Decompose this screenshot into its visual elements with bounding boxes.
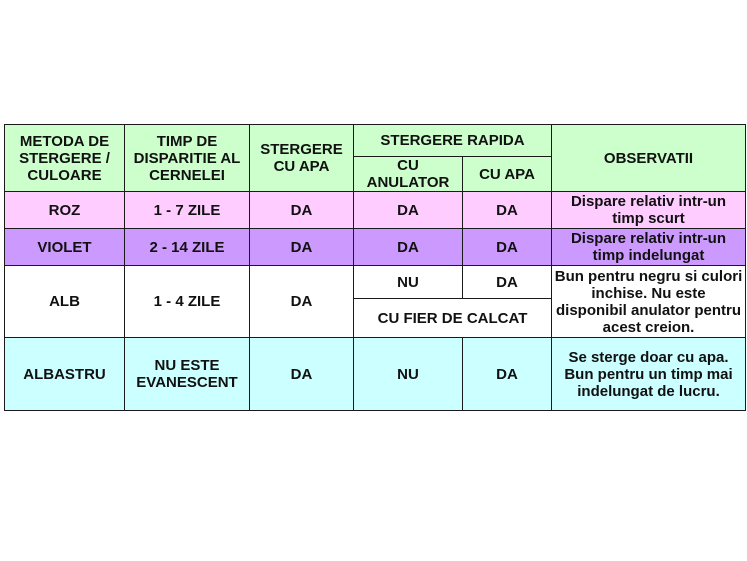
cell-stergere-apa: DA [250, 338, 354, 411]
table-row-alb [5, 266, 746, 299]
header-observatii: OBSERVATII [552, 125, 746, 192]
cell-observatii: Dispare relativ intr-un timp scurt [552, 192, 746, 229]
cell-culoare: ALBASTRU [5, 338, 125, 411]
table-row-roz [5, 192, 746, 229]
header-row-1 [5, 125, 746, 157]
header-metoda: METODA DE STERGERE / CULOARE [5, 125, 125, 192]
cell-observatii: Dispare relativ intr-un timp indelungat [552, 229, 746, 266]
cell-culoare: ALB [5, 266, 125, 338]
header-stergere-rapida: STERGERE RAPIDA [354, 125, 552, 157]
cell-timp: 1 - 7 ZILE [125, 192, 250, 229]
table-row-albastru [5, 338, 746, 411]
cell-anulator: NU [354, 266, 463, 299]
cell-apa: DA [463, 229, 552, 266]
cell-apa: DA [463, 266, 552, 299]
cell-observatii: Bun pentru negru si culori inchise. Nu este disponibil anulator pentru acest creion. [552, 266, 746, 338]
cell-culoare: VIOLET [5, 229, 125, 266]
cell-timp: 2 - 14 ZILE [125, 229, 250, 266]
cell-stergere-apa: DA [250, 266, 354, 338]
header-cu-apa: CU APA [463, 157, 552, 192]
cell-timp: 1 - 4 ZILE [125, 266, 250, 338]
ink-erasure-table [4, 124, 746, 411]
cell-observatii: Se sterge doar cu apa. Bun pentru un timp mai indelungat de lucru. [552, 338, 746, 411]
cell-culoare: ROZ [5, 192, 125, 229]
cell-stergere-apa: DA [250, 192, 354, 229]
cell-timp: NU ESTE EVANESCENT [125, 338, 250, 411]
cell-anulator: DA [354, 192, 463, 229]
cell-stergere-apa: DA [250, 229, 354, 266]
header-cu-anulator: CU ANULATOR [354, 157, 463, 192]
cell-anulator: DA [354, 229, 463, 266]
cell-anulator: NU [354, 338, 463, 411]
table-row-violet [5, 229, 746, 266]
header-timp: TIMP DE DISPARITIE AL CERNELEI [125, 125, 250, 192]
cell-apa: DA [463, 338, 552, 411]
cell-apa: DA [463, 192, 552, 229]
header-stergere-apa: STERGERE CU APA [250, 125, 354, 192]
cell-fier-de-calcat: CU FIER DE CALCAT [354, 299, 552, 338]
